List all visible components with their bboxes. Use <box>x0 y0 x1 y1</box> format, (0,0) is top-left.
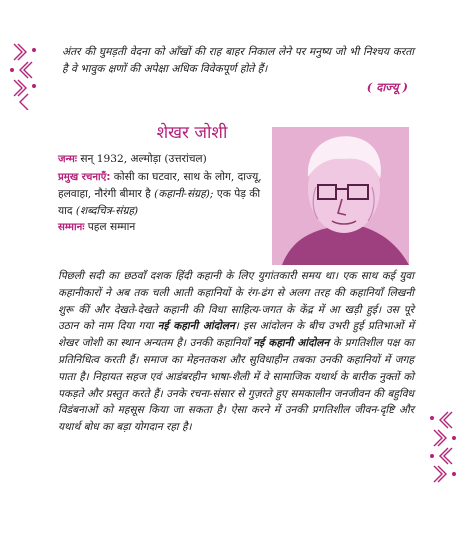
para-part-2: । इस आंदोलन के बीच उभरी हुई प्रतिभाओं में शेखर जोशी का स्थान अन्यतम है। उनकी कहानियाँ <box>58 320 415 350</box>
bio-born <box>58 151 272 169</box>
works-label: प्रमुख रचनाएँ: <box>58 171 111 183</box>
opening-quote <box>62 44 414 78</box>
author-bio <box>58 151 272 237</box>
works-note-1: (कहानी-संग्रह); <box>154 188 214 200</box>
para-part-3: के प्रगतिशील पक्ष का प्रतिनिधित्व करती हैं। समाज का मेहनतकश और सुविधाहीन तबका उनकी कहानियों में जगह पाता है। निहायत सहज एवं आडंबरहीन भाषा-शैली में वे सामाजिक यथार्थ के बारीक नुक्तों को पकड़ते और प्रस्तुत करते हैं। उनके रचना-संसार से गुज़रते हुए समकालीन जनजीवन की बहुविध विडंबनाओं को महसूस किया जा सकता है। ऐसा करने में उनकी प्रगतिशील जीवन-दृष्टि और यथार्थ बोध का बड़ा योगदान रहा है। <box>58 337 415 434</box>
intro-paragraph <box>58 268 414 436</box>
award-label: सम्मानः <box>58 222 85 233</box>
works-value-2: एक पेड़ की याद <box>58 188 261 217</box>
author-name: शेखर जोशी <box>156 123 228 143</box>
quote-text: अंतर की घुमड़ती वेदना को आँखों की राह बाहर निकाल लेने पर मनुष्य जो भी निश्चय करता है वे भावुक क्षणों की अपेक्षा अधिक विवेकपूर्ण होते हैं। <box>62 46 414 75</box>
author-portrait <box>272 127 409 265</box>
ornament-top-left <box>8 40 42 110</box>
born-value: सन् 1932, अल्मोड़ा (उत्तरांचल) <box>80 153 207 165</box>
para-bold-1: नई कहानी आंदोलन <box>157 320 235 333</box>
works-value-1: कोसी का घटवार, साथ के लोग, दाज्यू, हलवाहा, नौरंगी बीमार है <box>58 170 262 200</box>
works-note-2: (शब्दचित्र-संग्रह) <box>75 204 139 217</box>
quote-source: ( दाज्यू ) <box>366 80 408 94</box>
para-part-1: पिछली सदी का छठवाँ दशक हिंदी कहानी के लिए युगांतकारी समय था। एक साथ कई युवा कहानीकारों ने अब तक चली आती कहानियों के रंग-ढंग से अलग तरह की कहानियाँ लिखनी शुरू कीं और देखते-देखते कहानी की विधा साहित्य-जगत के केंद्र में आ खड़ी हुई। उस पूरे उठान को नाम दिया गया <box>58 270 414 333</box>
award-value: पहल सम्मान <box>87 221 136 233</box>
bio-award <box>58 219 272 237</box>
para-bold-2: नई कहानी आंदोलन <box>253 337 330 350</box>
ornament-bottom-right <box>424 408 458 490</box>
born-label: जन्मः <box>58 154 77 165</box>
bio-works <box>58 169 272 220</box>
